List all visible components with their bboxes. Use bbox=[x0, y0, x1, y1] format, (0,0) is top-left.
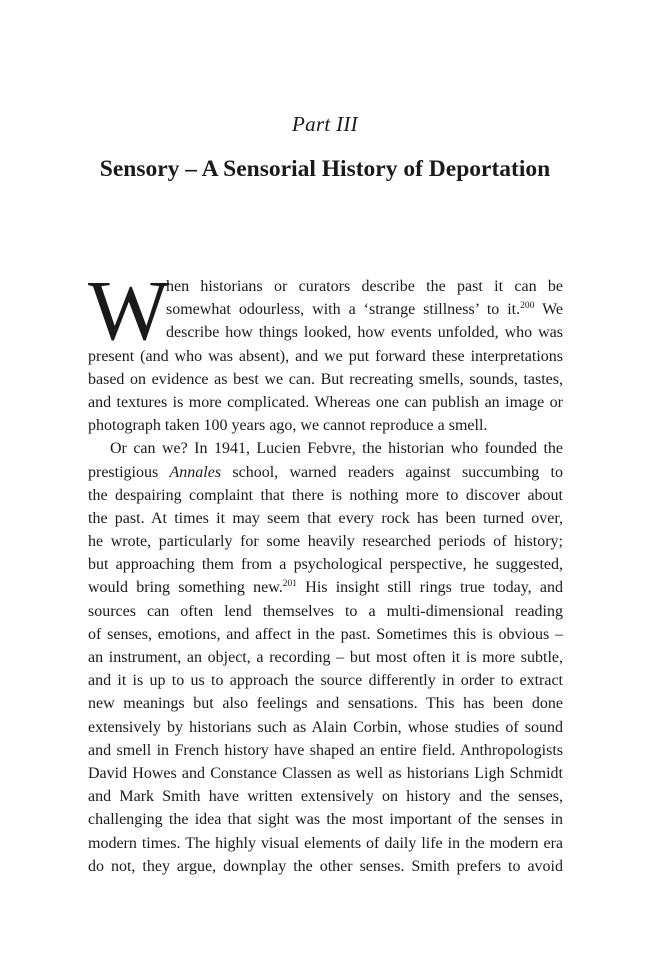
text-line: modern times. The highly visual elements of daily life in the modern era bbox=[88, 834, 563, 852]
text-line: the past. At times it may seem that every rock has been turned over, bbox=[88, 509, 563, 527]
text-line: of senses, emotions, and affect in the past. Sometimes this is obvious – bbox=[88, 625, 563, 643]
text-line: somewhat odourless, with a ‘strange stillness’ to it.$^{200}$ We bbox=[166, 301, 563, 319]
footnote-ref[interactable]: 200 bbox=[520, 301, 535, 312]
text-line: based on evidence as best we can. But recreating smells, sounds, tastes, bbox=[88, 370, 563, 388]
text-line: challenging the idea that sight was the most important of the senses in bbox=[88, 811, 563, 829]
text-line: photograph taken 100 years ago, we cannot reproduce a smell. bbox=[88, 417, 488, 435]
text-line: prestigious Annales school, warned readers against succumbing to bbox=[88, 463, 564, 481]
paragraph-2 bbox=[88, 437, 563, 878]
body-text bbox=[88, 262, 564, 878]
text-line: present (and who was absent), and we put forward these interpretations bbox=[88, 347, 563, 365]
part-label: Part III bbox=[292, 112, 358, 136]
text-line: and smell in French history have shaped an entire field. Anthropologists bbox=[88, 741, 563, 759]
footnote-ref[interactable]: 201 bbox=[282, 579, 298, 590]
text-line: new meanings but also feelings and sensations. This has been done bbox=[88, 695, 563, 713]
text-line: Or can we? In 1941, Lucien Febvre, the historian who founded the bbox=[110, 440, 563, 458]
text-line: sources can often lend themselves to a multi-dimensional reading bbox=[88, 602, 563, 620]
chapter-title: Sensory – A Sensorial History of Deportation bbox=[99, 156, 551, 182]
drop-cap: W bbox=[88, 262, 170, 358]
text-line: would bring something new.$^{201}$ His insight still rings true today, and bbox=[88, 579, 563, 597]
text-line: David Howes and Constance Classen as well as historians Ligh Schmidt bbox=[88, 764, 563, 782]
text-line: the despairing complaint that there is nothing more to discover about bbox=[88, 486, 563, 504]
text-line: do not, they argue, downplay the other senses. Smith prefers to avoid bbox=[88, 857, 563, 875]
text-line: and textures is more complicated. Whereas one can publish an image or bbox=[88, 393, 563, 411]
text-line: extensively by historians such as Alain Corbin, whose studies of sound bbox=[88, 718, 563, 736]
text-line: hen historians or curators describe the past it can be bbox=[166, 278, 563, 295]
text-line: and Mark Smith have written extensively on history and the senses, bbox=[88, 788, 563, 806]
text-line: and it is up to us to approach the source differently in order to extract bbox=[88, 672, 563, 690]
text-line: he wrote, particularly for some heavily researched periods of history; bbox=[88, 533, 563, 551]
text-line: describe how things looked, how events unfolded, who was bbox=[166, 324, 563, 342]
paragraph-1 bbox=[88, 262, 563, 437]
journal-name: Annales bbox=[169, 463, 222, 481]
text-line: but approaching them from a psychological perspective, he suggested, bbox=[88, 556, 563, 574]
text-line: an instrument, an object, a recording – but most often it is more subtle, bbox=[88, 649, 563, 666]
